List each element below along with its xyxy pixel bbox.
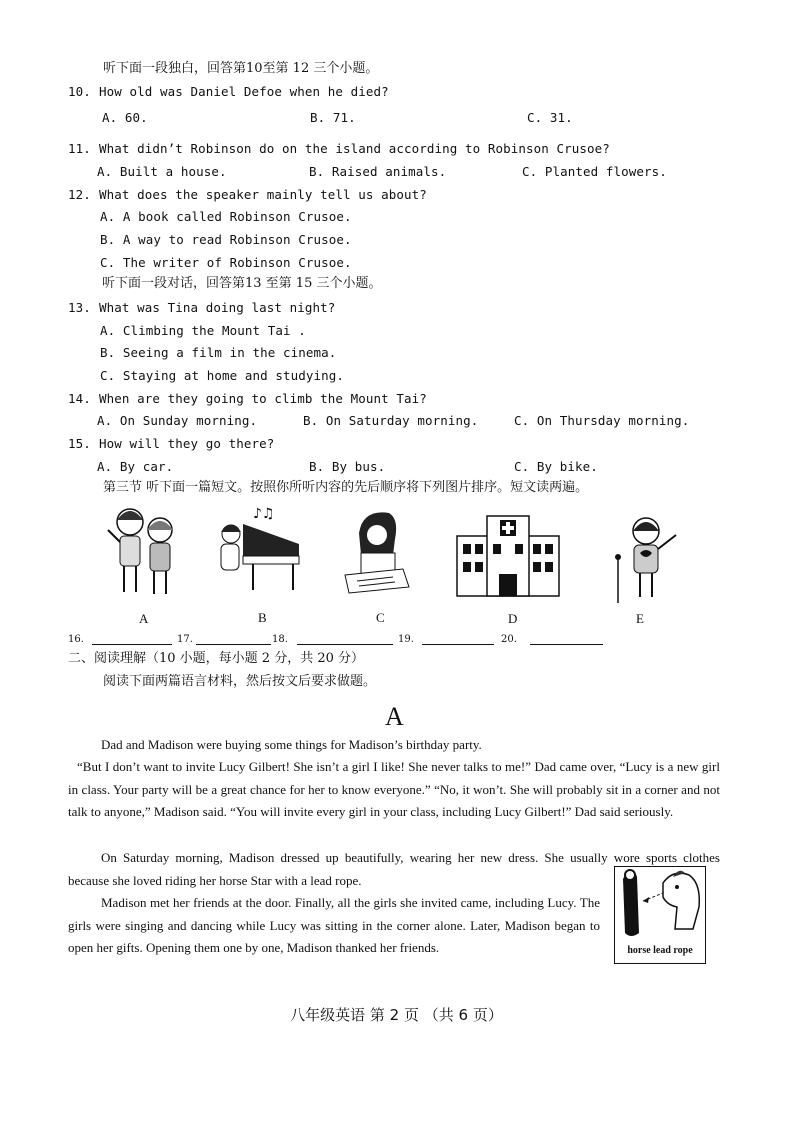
q14-option-c: C. On Thursday morning. (514, 413, 690, 428)
q11-text: What didn’t Robinson do on the island according to Robinson Crusoe? (99, 141, 610, 156)
q14-option-a: A. On Sunday morning. (97, 413, 258, 428)
monologue-intro: 听下面一段独白，回答第10至第 12 三个小题。 (103, 61, 379, 76)
picture-label-e: E (636, 611, 644, 626)
picture-label-b: B (258, 610, 267, 625)
paragraph-3: On Saturday morning, Madison dressed up beautifully, wearing her new dress. She usually wore sports clothes because she loved riding her horse Star with a lead rope. (68, 850, 720, 888)
paragraph-2: “But I don’t want to invite Lucy Gilbert! She isn’t a girl I like! She never talks to me!” Dad came over, “Lucy is a new girl in class. Your party will be a great chance for her to know everyone.” “No, it won’t. She will probably sit in a corner and not talk to anyone,” Madison said. “You will invite every girl in your class, including Lucy Gilbert!” Dad said seriously. (68, 759, 720, 820)
picture-e-singing (606, 509, 686, 605)
q15-option-b: B. By bus. (309, 459, 386, 474)
q13-option-a: A. Climbing the Mount Tai . (100, 323, 306, 338)
q11-option-a: A. Built a house. (97, 164, 227, 179)
paragraph-4: Madison met her friends at the door. Finally, all the girls she invited came, including Lucy. The girls were singing and dancing while Lucy was sitting in the corner alone. Later, Madison began to open her gifts. Opening them one by one, Madison thanked her friends. (68, 895, 600, 956)
answer-blank-19[interactable] (422, 632, 494, 645)
q13-option-b: B. Seeing a film in the cinema. (100, 345, 337, 360)
q10-option-a: A. 60. (102, 110, 148, 125)
q12-option-a: A. A book called Robinson Crusoe. (100, 209, 352, 224)
q14-text: When are they going to climb the Mount Tai? (99, 391, 427, 406)
q10-option-c: C. 31. (527, 110, 573, 125)
blank-20-number: 20. (501, 634, 517, 645)
q13-text: What was Tina doing last night? (99, 300, 336, 315)
horse-lead-rope-figure (614, 866, 706, 964)
page-footer: 八年级英语 第 2 页 （共 6 页） (290, 1006, 503, 1024)
answer-blank-16[interactable] (92, 632, 172, 645)
q10-option-b: B. 71. (310, 110, 356, 125)
figure-caption: horse lead rope (627, 945, 693, 956)
picture-c-writing (333, 505, 419, 595)
q12-option-c: C. The writer of Robinson Crusoe. (100, 255, 352, 270)
q15-number: 15. (68, 436, 91, 451)
blank-18-number: 18. (272, 634, 288, 645)
picture-b-piano (213, 504, 305, 596)
q11-option-c: C. Planted flowers. (522, 164, 667, 179)
q14-option-b: B. On Saturday morning. (303, 413, 479, 428)
q12-option-b: B. A way to read Robinson Crusoe. (100, 232, 352, 247)
q14-number: 14. (68, 391, 91, 406)
dialogue-intro: 听下面一段对话，回答第13 至第 15 三个小题。 (102, 276, 382, 291)
answer-blank-20[interactable] (530, 632, 603, 645)
q11-number: 11. (68, 141, 91, 156)
blank-17-number: 17. (177, 634, 193, 645)
picture-label-d: D (508, 611, 518, 626)
picture-label-c: C (376, 610, 385, 625)
q15-option-c: C. By bike. (514, 459, 598, 474)
q15-option-a: A. By car. (97, 459, 174, 474)
svg-text:♪♫: ♪♫ (253, 506, 275, 522)
horse-lead-rope-illustration (615, 867, 705, 943)
q15-text: How will they go there? (99, 436, 275, 451)
picture-a-two-girls (102, 500, 186, 600)
q13-number: 13. (68, 300, 91, 315)
answer-blank-18[interactable] (297, 632, 393, 645)
q10-text: How old was Daniel Defoe when he died? (99, 84, 389, 99)
q11-option-b: B. Raised animals. (309, 164, 447, 179)
answer-blank-17[interactable] (196, 632, 271, 645)
q12-text: What does the speaker mainly tell us about? (99, 187, 427, 202)
blank-16-number: 16. (68, 634, 84, 645)
q13-option-c: C. Staying at home and studying. (100, 368, 345, 383)
passage-title: A (385, 702, 404, 731)
q10-number: 10. (68, 84, 91, 99)
picture-d-hospital (455, 514, 561, 598)
section3-instruction: 第三节 听下面一篇短文。按照你所听内容的先后顺序将下列图片排序。短文读两遍。 (103, 480, 589, 495)
paragraph-1: Dad and Madison were buying some things for Madison’s birthday party. (101, 737, 482, 752)
picture-label-a: A (139, 611, 149, 626)
q12-number: 12. (68, 187, 91, 202)
reading-heading: 二、阅读理解（10 小题，每小题 2 分，共 20 分） (68, 651, 365, 666)
blank-19-number: 19. (398, 634, 414, 645)
reading-instruction: 阅读下面两篇语言材料，然后按文后要求做题。 (103, 674, 377, 689)
